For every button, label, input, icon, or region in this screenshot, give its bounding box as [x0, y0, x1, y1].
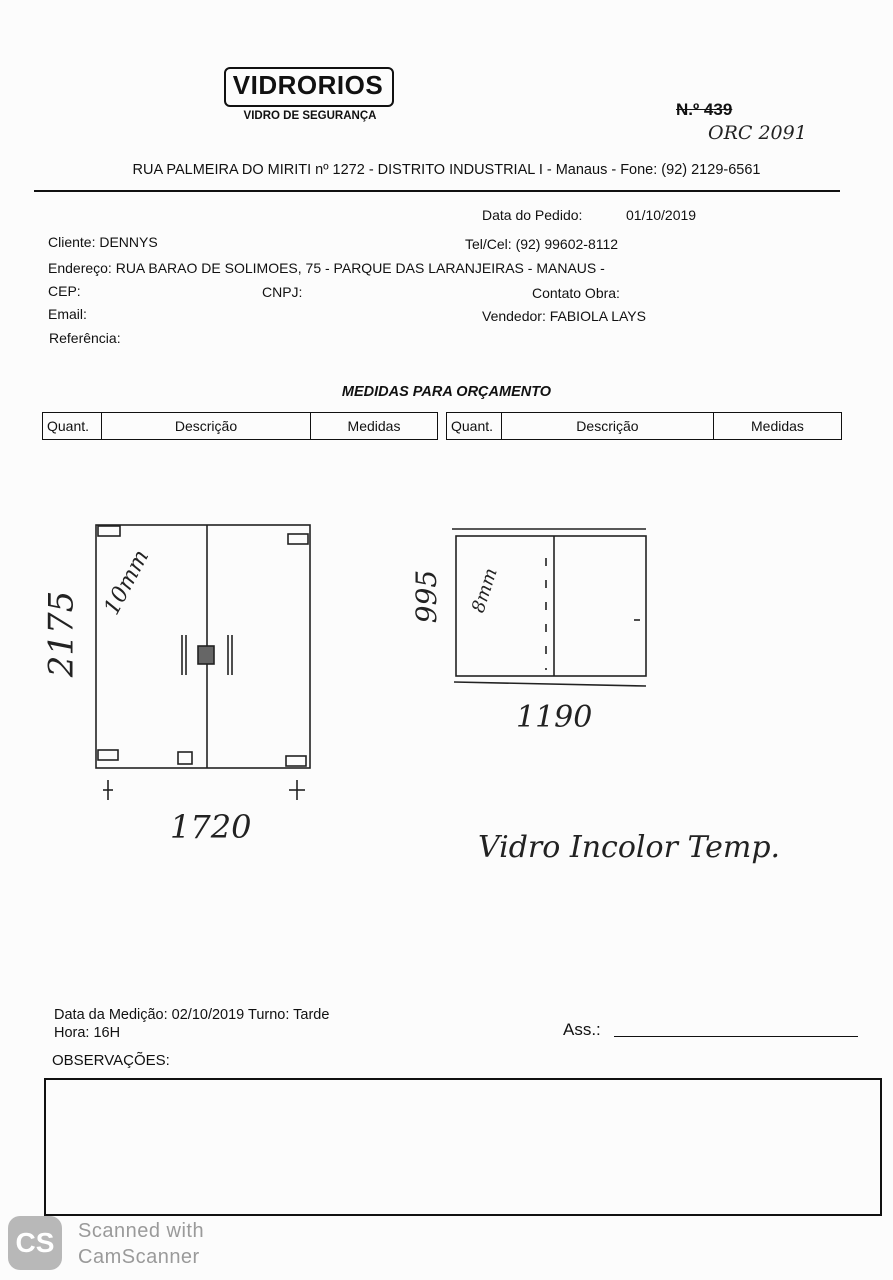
measurement-date: Data da Medição: 02/10/2019 Turno: Tarde [54, 1007, 330, 1023]
door-hinge [288, 534, 308, 544]
order-date-value: 01/10/2019 [626, 207, 697, 223]
window-height-dimension: 995 [410, 569, 444, 624]
door-handle [198, 646, 214, 664]
company-logo: VIDRORIOS [232, 70, 384, 100]
measures-title: MEDIDAS PARA ORÇAMENTO [341, 384, 552, 400]
camscanner-icon: CS [8, 1216, 62, 1270]
watermark-line-1: Scanned with [78, 1220, 205, 1242]
company-address: RUA PALMEIRA DO MIRITI nº 1272 - DISTRITO INDUSTRIAL I - Manaus - Fone: (92) 2129-6561 [132, 162, 761, 178]
door-height-dimension: 2175 [41, 590, 82, 678]
signature-line [614, 1036, 858, 1037]
observations-box [44, 1078, 882, 1216]
observations-label: OBSERVAÇÕES: [52, 1052, 170, 1069]
cep-field: CEP: [48, 283, 81, 299]
order-number: N.º 439 [676, 100, 733, 119]
column-measures: Medidas [311, 413, 438, 440]
phone-field: Tel/Cel: (92) 99602-8112 [465, 236, 619, 252]
contact-field: Contato Obra: [532, 285, 620, 301]
address-field: Endereço: RUA BARAO DE SOLIMOES, 75 - PARQUE DAS LARANJEIRAS - MANAUS - [48, 260, 605, 276]
camscanner-watermark [78, 1218, 204, 1270]
measurement-hour: Hora: 16H [54, 1025, 121, 1041]
measures-table-left [42, 412, 438, 440]
door-glass-thickness: 10mm [99, 545, 155, 620]
window-bottom-rail [454, 682, 646, 686]
window-glass-thickness: 8mm [467, 565, 502, 616]
logo-subtitle: VIDRO DE SEGURANÇA [243, 110, 377, 122]
door-width-dimension: 1720 [170, 808, 252, 846]
column-description: Descrição [501, 413, 713, 440]
seller-field: Vendedor: FABIOLA LAYS [482, 308, 646, 324]
door-lock [178, 752, 192, 764]
glass-type-note: Vidro Incolor Temp. [478, 830, 781, 865]
client-field: Cliente: DENNYS [48, 234, 158, 250]
measures-table-right [446, 412, 842, 440]
door-hinge [98, 526, 120, 536]
hand-sketch [0, 450, 893, 1010]
window-width-dimension: 1190 [516, 700, 593, 735]
handwritten-budget-ref: ORC 2091 [708, 122, 807, 144]
column-quant: Quant. [43, 413, 102, 440]
door-hinge [98, 750, 118, 760]
column-measures: Medidas [713, 413, 841, 440]
watermark-line-2: CamScanner [78, 1246, 200, 1268]
column-quant: Quant. [447, 413, 502, 440]
email-field: Email: [48, 306, 87, 322]
column-description: Descrição [102, 413, 311, 440]
signature-label: Ass.: [563, 1020, 601, 1039]
reference-field: Referência: [49, 330, 121, 346]
header-divider [34, 190, 840, 192]
cnpj-field: CNPJ: [262, 284, 303, 300]
order-date-label: Data do Pedido: [482, 207, 583, 223]
door-hinge [286, 756, 306, 766]
